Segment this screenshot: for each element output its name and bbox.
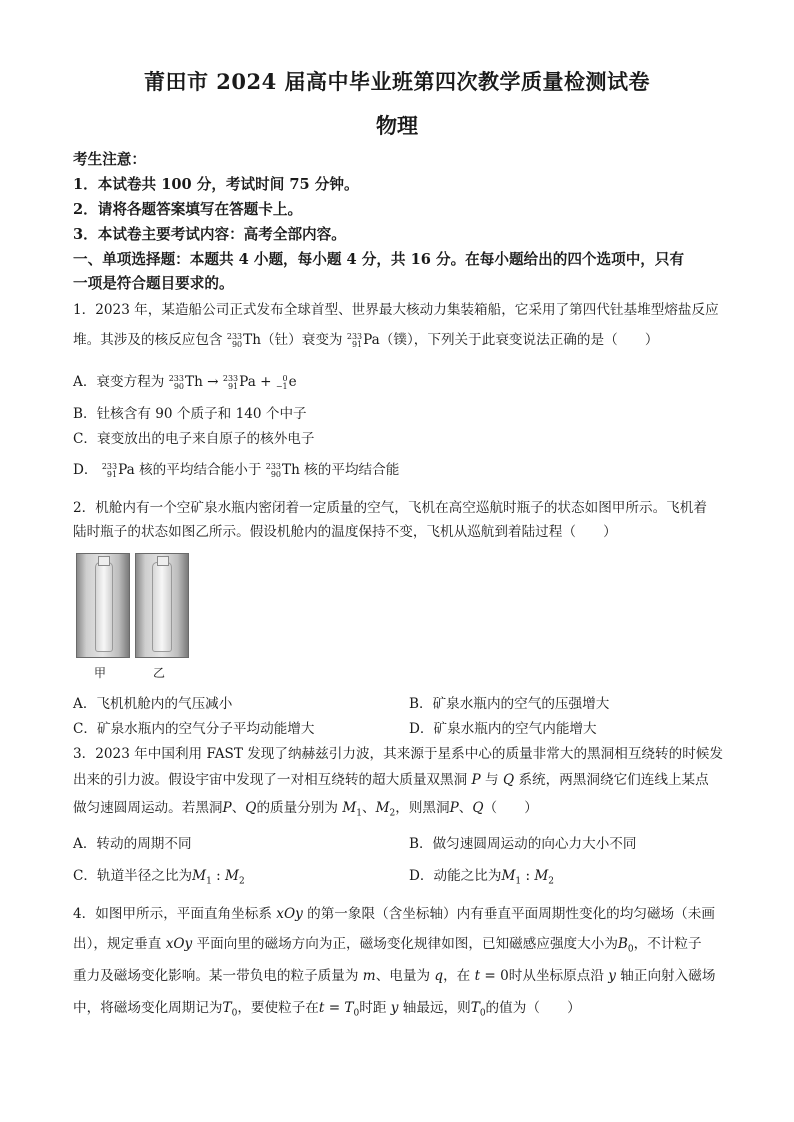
section1-instructions-line1: 一、单项选择题：本题共 4 小题，每小题 4 分，共 16 分。在每小题给出的四个选项中，只有	[73, 251, 685, 268]
option-text: Pa +	[239, 374, 272, 390]
subscript: 0	[627, 944, 634, 955]
q3-option-c	[73, 866, 245, 892]
nuclide-mass-number: 233	[168, 373, 184, 383]
caption-yi: 乙	[153, 666, 166, 680]
option-text: Pa 核的平均结合能小于	[118, 462, 262, 478]
variable-m1: M	[342, 800, 357, 816]
nuclide-atomic-number: 90	[173, 381, 184, 391]
notice-item-1: 1．本试卷共 100 分，考试时间 75 分钟。	[73, 176, 359, 193]
q2-option-a: A．飞机机舱内的气压减小	[73, 696, 233, 712]
nuclide-mass-number: 233	[226, 331, 243, 341]
q1-option-a	[73, 372, 734, 392]
variable-m2: M	[534, 868, 549, 884]
q1-option-b: B．钍核含有 90 个质子和 140 个中子	[73, 406, 307, 422]
stem-text: 轴正向射入磁场	[620, 968, 716, 984]
variable-m1: M	[192, 868, 207, 884]
stem-text: 系统，两黑洞绕它们连线上某点	[518, 772, 709, 788]
notice-heading: 考生注意：	[73, 151, 146, 168]
stem-text: 中，将磁场变化周期记为	[73, 1000, 223, 1016]
q2-stem-line1: 2．机舱内有一个空矿泉水瓶内密闭着一定质量的空气，飞机在高空巡航时瓶子的状态如图甲所示。飞机着	[73, 500, 707, 516]
stem-text: 的值为（ ）	[485, 1000, 581, 1016]
bottle-photo-jia	[76, 553, 130, 658]
q1-stem-line1: 1．2023 年，某造船公司正式发布全球首型、世界最大核动力集装箱船，它采用了第四代钍基堆型熔盐反应	[73, 302, 719, 318]
nuclide-atomic-number: 91	[351, 339, 363, 349]
q4-stem-line4	[73, 998, 734, 1024]
bottle-photo-yi	[135, 553, 189, 658]
stem-text: ，不计粒子	[633, 936, 702, 952]
variable-q: q	[434, 968, 444, 984]
option-text: C．轨道半径之比为	[73, 868, 193, 884]
q2-stem-line2: 陆时瓶子的状态如图乙所示。假设机舱内的温度保持不变，飞机从巡航到着陆过程（ ）	[73, 524, 617, 540]
variable-t: t	[474, 968, 481, 984]
variable-t: t	[318, 1000, 325, 1016]
q3-stem-line1: 3．2023 年中国利用 FAST 发现了纳赫兹引力波，其来源于星系中心的质量非常大的黑洞相互绕转的时候发	[73, 746, 723, 762]
stem-text: 时距	[359, 1000, 387, 1016]
variable-y: y	[390, 1000, 399, 1016]
q3-stem-line2	[73, 770, 734, 790]
variable-t0: T	[344, 1000, 354, 1016]
nuclide-th-notation	[266, 463, 281, 479]
stem-text: ，在	[443, 968, 471, 984]
q2-option-b: B．矿泉水瓶内的空气的压强增大	[409, 696, 610, 712]
subscript: 2	[548, 876, 555, 887]
subscript: 2	[238, 876, 245, 887]
stem-text: 重力及磁场变化影响。某一带负电的粒子质量为	[73, 968, 359, 984]
q1-stem-text: 堆。其涉及的核反应包含	[73, 332, 223, 348]
q3-stem-line3	[73, 798, 734, 824]
stem-text: 4．如图甲所示，平面直角坐标系	[73, 906, 272, 922]
q1-option-d	[73, 460, 734, 480]
subscript: 2	[389, 808, 396, 819]
nuclide-mass-number: 233	[101, 461, 118, 471]
exam-title: 莆田市 2024 届高中毕业班第四次教学质量检测试卷	[143, 69, 651, 94]
stem-text: 出来的引力波。假设宇宙中发现了一对相互绕转的超大质量双黑洞	[73, 772, 468, 788]
nuclide-atomic-number: −1	[275, 381, 288, 391]
bottle-shape	[95, 562, 113, 652]
nuclide-pa-notation	[102, 463, 117, 479]
nuclide-atomic-number: 91	[106, 469, 118, 479]
nuclide-pa-notation	[347, 333, 362, 349]
ratio-colon: :	[521, 868, 535, 884]
q1-option-c: C．衰变放出的电子来自原子的核外电子	[73, 431, 315, 447]
q1-stem-text: Th（钍）衰变为	[243, 332, 343, 348]
q3-option-a: A．转动的周期不同	[73, 836, 192, 852]
equation-text: =	[324, 1000, 345, 1016]
q4-stem-line1	[73, 904, 734, 924]
stem-text: 做匀速圆周运动。若黑洞	[73, 800, 223, 816]
stem-text: （ ）	[483, 800, 538, 816]
stem-text: 平面向里的磁场方向为正，磁场变化规律如图，已知磁感应强度大小为	[196, 936, 618, 952]
stem-text: 出），规定垂直	[73, 936, 162, 952]
nuclide-th-notation	[169, 375, 184, 391]
variable-t0: T	[222, 1000, 232, 1016]
option-text: e	[288, 374, 297, 390]
bottle-cap	[98, 556, 110, 566]
bottle-cap	[157, 556, 169, 566]
variable-t0: T	[470, 1000, 480, 1016]
option-text: D．	[73, 462, 98, 478]
variable-q: Q	[472, 800, 484, 816]
variable-m: m	[362, 968, 376, 984]
equation-text: = 0	[480, 968, 509, 984]
variable-y: y	[608, 968, 616, 984]
stem-text: ，要使粒子在	[237, 1000, 319, 1016]
stem-text: 时从坐标原点沿	[508, 968, 604, 984]
nuclide-mass-number: 0	[282, 373, 288, 383]
nuclide-atomic-number: 90	[231, 339, 243, 349]
q1-stem-line2	[73, 330, 734, 350]
q3-option-d	[409, 866, 554, 892]
subscript: 0	[479, 1008, 486, 1019]
variable-m2: M	[375, 800, 390, 816]
variable-b0: B	[617, 936, 628, 952]
exam-subject: 物理	[376, 113, 418, 138]
variable-q: Q	[502, 772, 515, 788]
option-text: Th 核的平均结合能	[282, 462, 400, 478]
stem-text: 的第一象限（含坐标轴）内有垂直平面周期性变化的均匀磁场（未画	[307, 906, 715, 922]
stem-text: 轴最远，则	[402, 1000, 471, 1016]
q4-stem-line3	[73, 966, 734, 986]
stem-text: 与	[485, 772, 499, 788]
nuclide-mass-number: 233	[346, 331, 363, 341]
subscript: 1	[356, 808, 362, 819]
option-text: Th →	[185, 374, 219, 390]
nuclide-atomic-number: 91	[227, 381, 239, 391]
q2-option-d: D．矿泉水瓶内的空气内能增大	[409, 721, 597, 737]
notice-item-2: 2．请将各题答案填写在答题卡上。	[73, 201, 303, 218]
subscript: 1	[206, 876, 212, 887]
nuclide-mass-number: 233	[222, 373, 239, 383]
ratio-colon: :	[211, 868, 226, 884]
subscript: 0	[231, 1008, 238, 1019]
variable-q: Q	[245, 800, 257, 816]
notice-item-3: 3．本试卷主要考试内容：高考全部内容。	[73, 226, 346, 243]
nuclide-pa-notation	[223, 375, 238, 391]
variable-p: P	[222, 800, 232, 816]
section1-instructions-line2: 一项是符合题目要求的。	[73, 275, 234, 292]
variable-m2: M	[225, 868, 239, 884]
stem-text: 的质量分别为	[256, 800, 338, 816]
variable-p: P	[449, 800, 459, 816]
bottle-shape	[152, 562, 172, 652]
variable-xoy: xOy	[165, 936, 193, 952]
q4-stem-line2	[73, 934, 734, 960]
stem-text: 、	[458, 800, 473, 816]
option-text: D．动能之比为	[409, 868, 502, 884]
subscript: 1	[515, 876, 522, 887]
variable-p: P	[471, 772, 481, 788]
nuclide-atomic-number: 90	[270, 469, 282, 479]
nuclide-th-notation	[227, 333, 242, 349]
option-text: A．衰变方程为	[73, 374, 165, 390]
stem-text: 、电量为	[375, 968, 431, 984]
q1-stem-text: Pa（镤），下列关于此衰变说法正确的是（ ）	[363, 332, 659, 348]
q2-option-c: C．矿泉水瓶内的空气分子平均动能增大	[73, 721, 315, 737]
electron-notation	[276, 375, 288, 391]
subscript: 0	[353, 1008, 360, 1019]
nuclide-mass-number: 233	[265, 461, 282, 471]
variable-xoy: xOy	[276, 906, 303, 922]
stem-text: 、	[361, 800, 376, 816]
stem-text: 、	[231, 800, 246, 816]
variable-m1: M	[501, 868, 516, 884]
q3-option-b: B．做匀速圆周运动的向心力大小不同	[409, 836, 637, 852]
caption-jia: 甲	[94, 666, 107, 680]
stem-text: ，则黑洞	[395, 800, 450, 816]
